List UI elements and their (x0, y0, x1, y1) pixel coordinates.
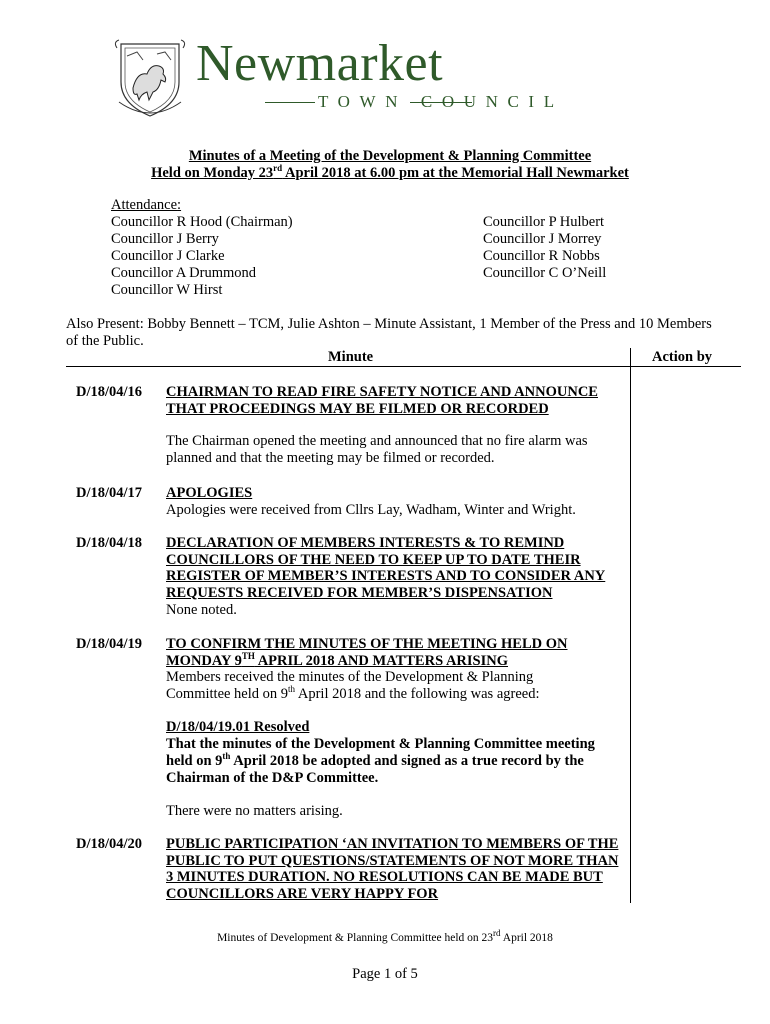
minute-body: There were no matters arising. (166, 803, 343, 819)
minute-body: The Chairman opened the meeting and announced that no fire alarm was planned and that the meeting may be filmed or recorded. (166, 433, 588, 466)
minute-ref: D/18/04/20 (76, 836, 143, 852)
attendee: Councillor J Clarke (111, 248, 225, 264)
also-present: Also Present: Bobby Bennett – TCM, Julie Ashton – Minute Assistant, 1 Member of the Press and 10 Members of the Public. (66, 316, 712, 349)
document-title: Minutes of a Meeting of the Development & Planning Committee (188, 148, 592, 164)
minute-heading: CHAIRMAN TO READ FIRE SAFETY NOTICE AND ANNOUNCE THAT PROCEEDINGS MAY BE FILMED OR RECORDED (166, 384, 598, 417)
attendance-heading: Attendance: (111, 197, 182, 213)
minute-ref: D/18/04/16 (76, 384, 143, 400)
resolution-heading: D/18/04/19.01 Resolved (166, 719, 310, 735)
resolution-text: That the minutes of the Development & Planning Committee meeting held on 9th April 2018 be adopted and signed as a true record by the Chairman of the D&P Committee. (166, 736, 595, 786)
table-header-rule (66, 366, 741, 367)
page-footer: Minutes of Development & Planning Committee held on 23rd April 2018 (217, 928, 553, 944)
attendance-list-right (483, 214, 606, 282)
attendee: Councillor C O’Neill (483, 265, 607, 281)
column-header-minute: Minute (328, 349, 374, 365)
minute-body: Apologies were received from Cllrs Lay, Wadham, Winter and Wright. (166, 502, 576, 518)
brand-subtitle: TOWN COUNCIL (318, 92, 564, 111)
brand-name: Newmarket (196, 35, 444, 92)
minute-heading: PUBLIC PARTICIPATION ‘AN INVITATION TO MEMBERS OF THE PUBLIC TO PUT QUESTIONS/STATEMENTS OF NOT MORE THAN 3 MINUTES DURATION. NO RESOLUTIONS CAN BE MADE BUT COUNCILLORS ARE VERY HAPPY FOR (166, 836, 619, 902)
table-column-divider (630, 348, 631, 903)
attendee: Councillor R Nobbs (483, 248, 600, 264)
town-crest-horse-icon (113, 38, 187, 120)
minute-ref: D/18/04/17 (76, 485, 143, 501)
attendee: Councillor J Morrey (483, 231, 602, 247)
attendance-list-left (111, 214, 293, 299)
attendee: Councillor J Berry (111, 231, 219, 247)
minute-ref: D/18/04/18 (76, 535, 143, 551)
minute-ref: D/18/04/19 (76, 636, 143, 652)
brand-divider (265, 102, 315, 103)
column-header-action-by: Action by (652, 349, 713, 365)
attendee: Councillor P Hulbert (483, 214, 605, 230)
attendee: Councillor A Drummond (111, 265, 256, 281)
page-number: Page 1 of 5 (352, 966, 418, 982)
minute-body: Members received the minutes of the Development & Planning Committee held on 9th April 2018 and the following was agreed: (166, 669, 540, 702)
attendee: Councillor W Hirst (111, 282, 223, 298)
minute-heading: APOLOGIES (166, 485, 253, 501)
minute-body: None noted. (166, 602, 237, 618)
document-subtitle: Held on Monday 23rd April 2018 at 6.00 pm at the Memorial Hall Newmarket (151, 163, 629, 181)
minute-heading: TO CONFIRM THE MINUTES OF THE MEETING HELD ON MONDAY 9TH APRIL 2018 AND MATTERS ARISING (166, 636, 568, 669)
minute-heading: DECLARATION OF MEMBERS INTERESTS & TO REMIND COUNCILLORS OF THE NEED TO KEEP UP TO DATE THEIR REGISTER OF MEMBER’S INTERESTS AND TO CONSIDER ANY REQUESTS RECEIVED FOR MEMBER’S DISPENSATION (166, 535, 606, 601)
attendee: Councillor R Hood (Chairman) (111, 214, 293, 230)
